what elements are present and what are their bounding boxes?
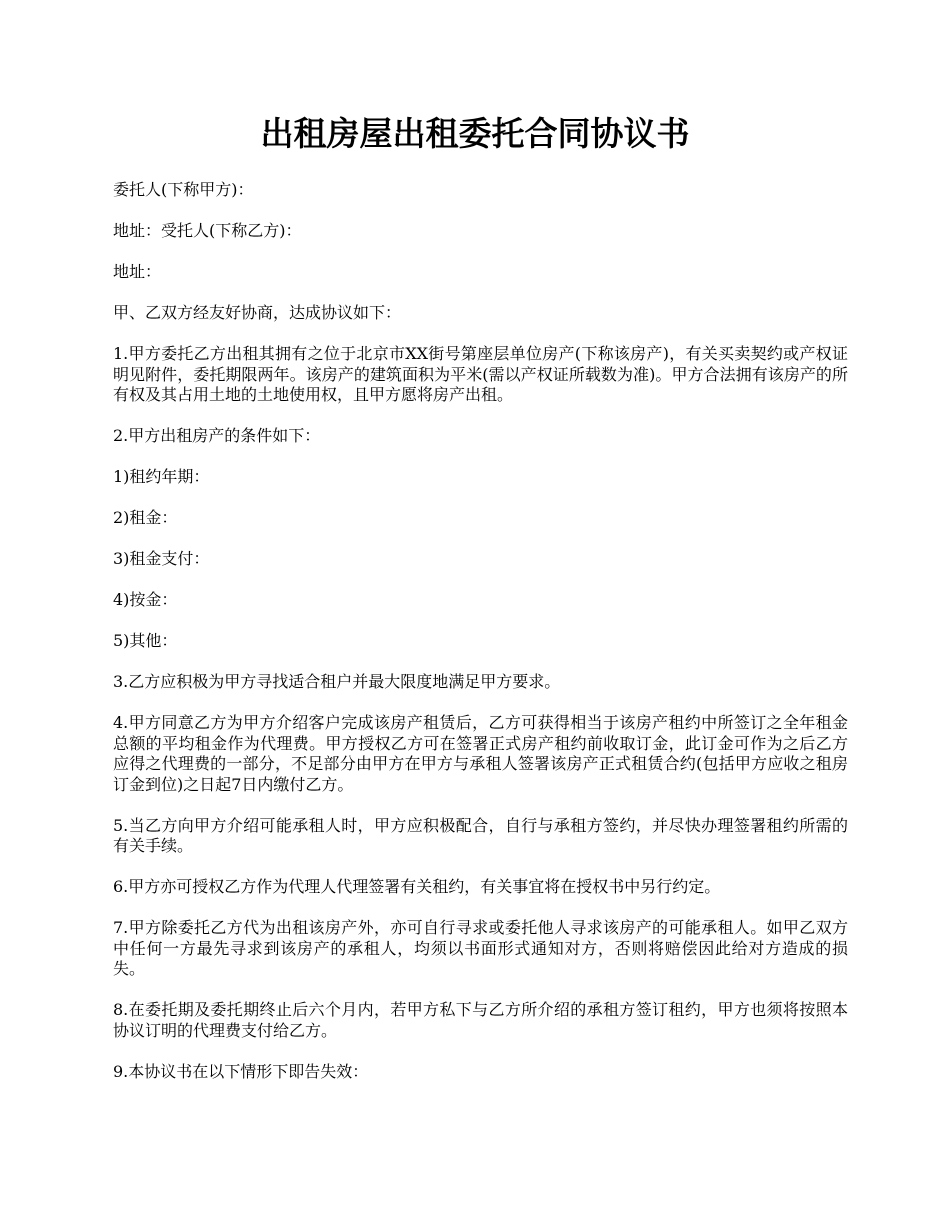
clause-7: 7.甲方除委托乙方代为出租该房产外，亦可自行寻求或委托他人寻求该房产的可能承租人。如甲乙双方中任何一方最先寻求到该房产的承租人，均须以书面形式通知对方，否则将赔偿因此给对方造成的损失。 [113,918,848,978]
document-body [113,180,848,1103]
clause-8: 8.在委托期及委托期终止后六个月内，若甲方私下与乙方所介绍的承租方签订租约，甲方也须将按照本协议订明的代理费支付给乙方。 [113,1000,848,1040]
paragraph-address-agent: 地址：受托人(下称乙方)： [113,221,302,240]
paragraph-preamble: 甲、乙双方经友好协商，达成协议如下： [113,303,402,322]
clause-5: 5.当乙方向甲方介绍可能承租人时，甲方应积极配合，自行与承租方签约，并尽快办理签署租约所需的有关手续。 [113,815,848,855]
clause-2: 2.甲方出租房产的条件如下： [113,426,321,445]
clause-2-item-2: 2)租金： [113,508,178,527]
clause-1: 1.甲方委托乙方出租其拥有之位于北京市XX街号第座层单位房产(下称该房产)，有关买卖契约或产权证明见附件，委托期限两年。该房产的建筑面积为平米(需以产权证所载数为准)。甲方合法拥有该房产的所有权及其占用土地的土地使用权，且甲方愿将房产出租。 [113,344,848,404]
paragraph-address: 地址： [113,262,162,281]
document-title: 出租房屋出租委托合同协议书 [260,114,690,153]
paragraph-principal: 委托人(下称甲方)： [113,180,254,199]
clause-2-item-5: 5)其他： [113,631,178,650]
clause-3: 3.乙方应积极为甲方寻找适合租户并最大限度地满足甲方要求。 [113,672,561,691]
clause-2-item-4: 4)按金： [113,590,178,609]
clause-2-item-3: 3)租金支付： [113,549,210,568]
clause-6: 6.甲方亦可授权乙方作为代理人代理签署有关租约，有关事宜将在授权书中另行约定。 [113,877,721,896]
clause-9: 9.本协议书在以下情形下即告失效： [113,1061,369,1081]
clause-2-item-1: 1)租约年期： [113,467,210,486]
clause-4: 4.甲方同意乙方为甲方介绍客户完成该房产租赁后，乙方可获得相当于该房产租约中所签订之全年租金总额的平均租金作为代理费。甲方授权乙方可在签署正式房产租约前收取订金，此订金可作为之后乙方应得之代理费的一部分，不足部分由甲方在甲方与承租人签署该房产正式租赁合约(包括甲方应收之租房订金到位)之日起7日内缴付乙方。 [113,713,848,794]
